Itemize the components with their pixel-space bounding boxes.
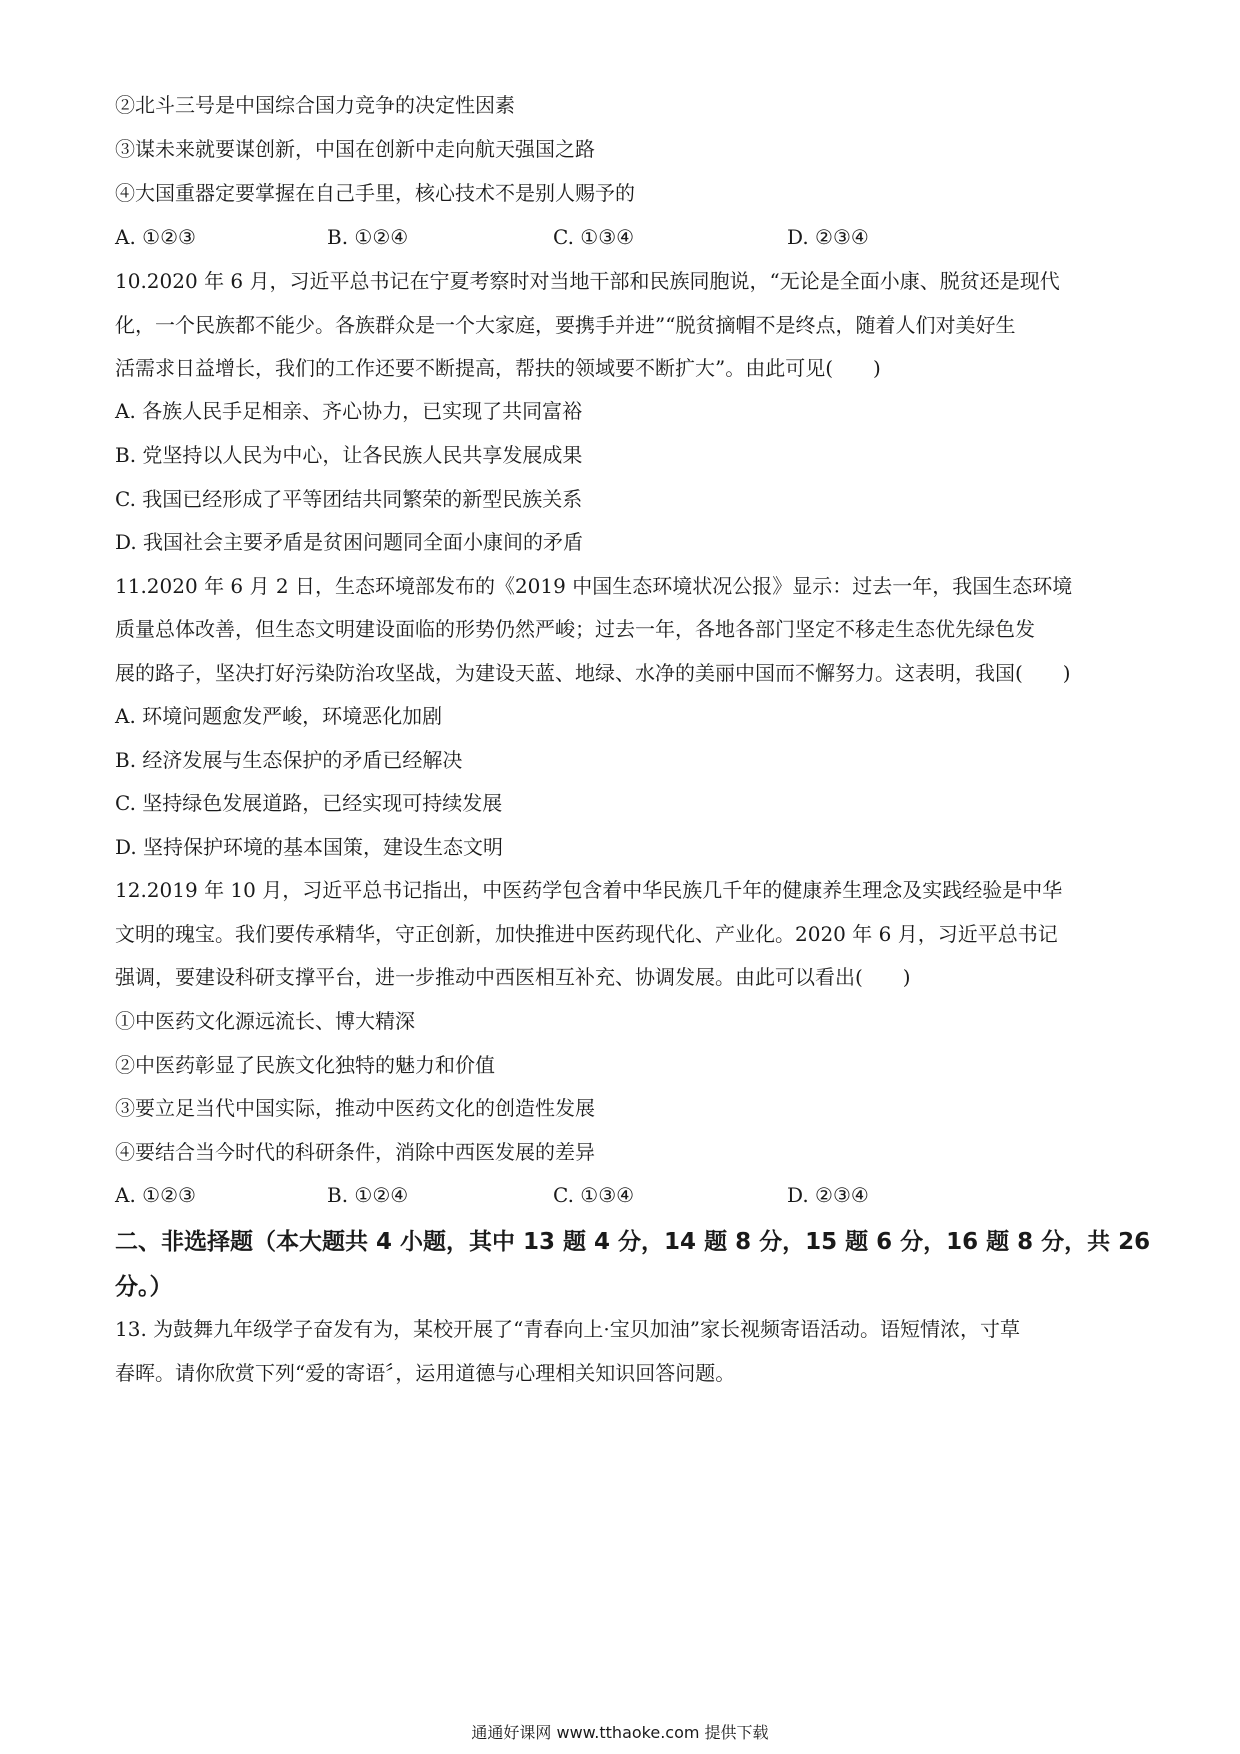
section-heading-line-1: 二、非选择题（本大题共 4 小题，其中 13 题 4 分，14 题 8 分，15 题 6 分，16 题 8 分，共 26 (115, 1229, 1151, 1255)
q12-item-4: ④要结合当今时代的科研条件，消除中西医发展的差异 (115, 1140, 595, 1164)
q9-options (115, 222, 1135, 252)
q12-option-d: D. ②③④ (787, 1183, 869, 1207)
q11-option-b: B. 经济发展与生态保护的矛盾已经解决 (115, 748, 463, 772)
q13-stem-line-2: 春晖。请你欣赏下列“爱的寄语〞，运用道德与心理相关知识回答问题。 (115, 1361, 736, 1385)
q11-stem-line-3: 展的路子，坚决打好污染防治攻坚战，为建设天蓝、地绿、水净的美丽中国而不懈努力。这表明，我国( ) (115, 661, 1071, 685)
q11-option-a: A. 环境问题愈发严峻，环境恶化加剧 (115, 704, 443, 728)
q12-option-a: A. ①②③ (115, 1183, 196, 1207)
q12-item-2: ②中医药彰显了民族文化独特的魅力和价值 (115, 1053, 495, 1077)
q12-option-b: B. ①②④ (327, 1183, 409, 1207)
q9-item-4: ④大国重器定要掌握在自己手里，核心技术不是别人赐予的 (115, 181, 635, 205)
q12-stem-line-3: 强调，要建设科研支撑平台，进一步推动中西医相互补充、协调发展。由此可以看出( ) (115, 965, 911, 989)
q10-stem-line-3: 活需求日益增长，我们的工作还要不断提高，帮扶的领域要不断扩大”。由此可见( ) (115, 356, 881, 380)
q11-option-c: C. 坚持绿色发展道路，已经实现可持续发展 (115, 791, 503, 815)
q9-option-a: A. ①②③ (115, 225, 196, 249)
q9-item-2: ②北斗三号是中国综合国力竞争的决定性因素 (115, 93, 515, 117)
q10-option-b: B. 党坚持以人民为中心，让各民族人民共享发展成果 (115, 443, 583, 467)
q11-stem-line-2: 质量总体改善，但生态文明建设面临的形势仍然严峻；过去一年，各地各部门坚定不移走生态优先绿色发 (115, 617, 1035, 641)
q9-item-3: ③谋未来就要谋创新，中国在创新中走向航天强国之路 (115, 137, 595, 161)
q11-option-d: D. 坚持保护环境的基本国策，建设生态文明 (115, 835, 504, 859)
q10-option-c: C. 我国已经形成了平等团结共同繁荣的新型民族关系 (115, 487, 583, 511)
q9-option-b: B. ①②④ (327, 225, 409, 249)
q9-option-c: C. ①③④ (553, 225, 635, 249)
q12-options (115, 1180, 1135, 1210)
q13-stem-line-1: 13. 为鼓舞九年级学子奋发有为，某校开展了“青春向上·宝贝加油”家长视频寄语活动。语短情浓，寸草 (115, 1317, 1020, 1341)
q12-item-1: ①中医药文化源远流长、博大精深 (115, 1009, 415, 1033)
q12-stem-line-2: 文明的瑰宝。我们要传承精华，守正创新，加快推进中医药现代化、产业化。2020 年 6 月，习近平总书记 (115, 922, 1058, 946)
q10-stem-line-1: 10.2020 年 6 月，习近平总书记在宁夏考察时对当地干部和民族同胞说，“无论是全面小康、脱贫还是现代 (115, 269, 1060, 293)
page-footer: 通通好课网 www.tthaoke.com 提供下载 (471, 1723, 769, 1742)
section-heading-line-2: 分。） (115, 1274, 173, 1300)
q12-option-c: C. ①③④ (553, 1183, 635, 1207)
q11-stem-line-1: 11.2020 年 6 月 2 日，生态环境部发布的《2019 中国生态环境状况公报》显示：过去一年，我国生态环境 (115, 574, 1073, 598)
q10-option-d: D. 我国社会主要矛盾是贫困问题同全面小康间的矛盾 (115, 530, 584, 554)
q10-stem-line-2: 化，一个民族都不能少。各族群众是一个大家庭，要携手并进”“脱贫摘帽不是终点，随着人们对美好生 (115, 313, 1016, 337)
q9-option-d: D. ②③④ (787, 225, 869, 249)
q12-stem-line-1: 12.2019 年 10 月，习近平总书记指出，中医药学包含着中华民族几千年的健康养生理念及实践经验是中华 (115, 878, 1063, 902)
q12-item-3: ③要立足当代中国实际，推动中医药文化的创造性发展 (115, 1096, 595, 1120)
q10-option-a: A. 各族人民手足相亲、齐心协力，已实现了共同富裕 (115, 399, 583, 423)
